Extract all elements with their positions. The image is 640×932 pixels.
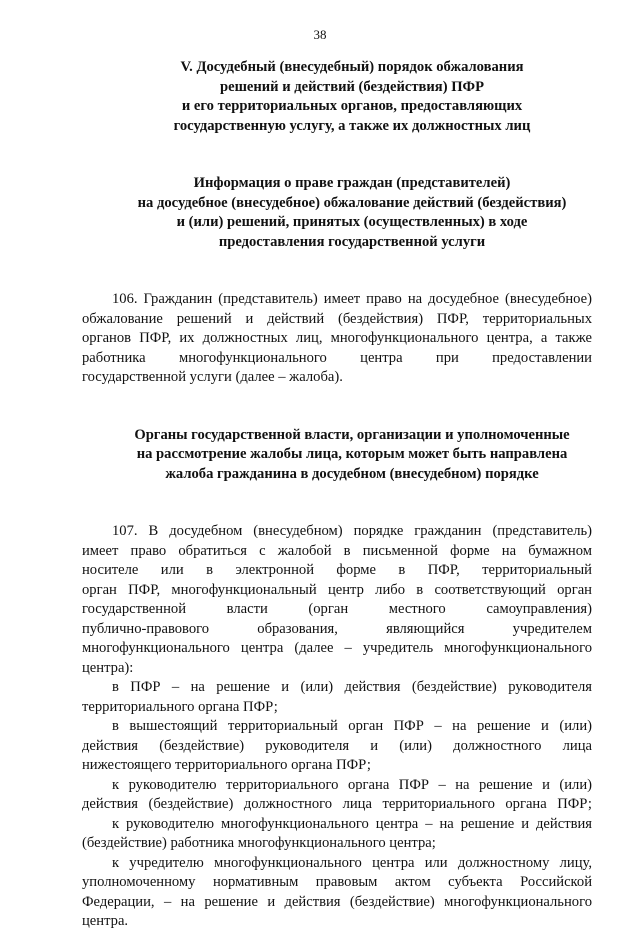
paragraph-line: работника многофункционального центра при предоставлении [82, 349, 592, 366]
list-item-line: центра. [82, 913, 129, 929]
subheading-right-to-appeal [112, 174, 592, 252]
section-title-line: и его территориальных органов, предоставляющих [181, 98, 523, 114]
spacer [112, 388, 592, 426]
list-item-line: нижестоящего территориального органа ПФР; [82, 757, 371, 773]
subheading-line: на досудебное (внесудебное) обжалование действий (бездействия) [137, 194, 567, 211]
section-title-line: государственную услугу, а также их должностных лиц [173, 117, 531, 134]
paragraph-line: носителе или в электронной форме в ПФР, территориальный [82, 562, 592, 578]
list-item-mfc-head [82, 815, 592, 854]
paragraph-line: государственной услуги (далее – жалоба). [82, 369, 343, 385]
list-item-line: к руководителю многофункционального центра – на решение и действия [112, 815, 592, 832]
paragraph-line: обжалование решений и действий (бездействия) ПФР, территориальных [82, 310, 592, 327]
spacer [112, 484, 592, 522]
subheading-line: на рассмотрение жалобы лица, которым может быть направлена [136, 446, 568, 462]
list-item-line: к руководителю территориального органа ПФР – на решение и (или) [112, 776, 592, 793]
list-item-line: действия (бездействие) руководителя и (или) должностного лица [82, 737, 592, 754]
section-title-line: решений и действий (бездействия) ПФР [219, 78, 485, 95]
subheading-line: Органы государственной власти, организации и уполномоченные [134, 426, 570, 443]
document-content [82, 58, 592, 932]
subheading-line: и (или) решений, принятых (осуществленных) в ходе [176, 214, 528, 230]
list-item-higher-territorial-body [82, 717, 592, 776]
paragraph-line: имеет право обратиться с жалобой в письменной форме на бумажном [82, 542, 592, 559]
paragraph-line: орган ПФР, многофункциональный центр либо в соответствующий орган [82, 581, 592, 598]
list-item-pfr [82, 678, 592, 717]
list-item-line: Федерации, – на решение и действия (бездействие) многофункционального [82, 893, 592, 910]
section-title [112, 58, 592, 136]
paragraph-106 [82, 290, 592, 388]
paragraph-line: 106. Гражданин (представитель) имеет право на досудебное (внесудебное) [112, 291, 592, 307]
paragraph-107 [82, 522, 592, 678]
list-item-line: к учредителю многофункционального центра или должностному лицу, [112, 854, 592, 871]
paragraph-line: публично-правового образования, являющийся учредителем [82, 620, 592, 637]
paragraph-line: органов ПФР, их должностных лиц, многофункционального центра, а также [82, 330, 592, 346]
list-item-mfc-founder [82, 854, 592, 932]
page-number: 38 [313, 27, 327, 42]
paragraph-line: центра): [82, 659, 134, 676]
paragraph-line: многофункционального центра (далее – учредитель многофункционального [82, 640, 592, 656]
list-item-line: территориального органа ПФР; [82, 698, 278, 715]
subheading-line: жалоба гражданина в досудебном (внесудебном) порядке [165, 465, 539, 482]
list-item-line: действия (бездействие) должностного лица территориального органа ПФР; [82, 796, 592, 812]
list-item-line: в вышестоящий территориальный орган ПФР – на решение и (или) [112, 718, 592, 734]
paragraph-line: 107. В досудебном (внесудебном) порядке гражданин (представитель) [112, 523, 592, 539]
subheading-line: Информация о праве граждан (представителей) [193, 175, 511, 191]
list-item-territorial-head [82, 776, 592, 815]
subheading-appeal-bodies [112, 426, 592, 485]
subheading-line: предоставления государственной услуги [218, 233, 486, 250]
list-item-line: уполномоченному нормативным правовым актом субъекта Российской [82, 874, 592, 890]
spacer [112, 252, 592, 290]
paragraph-line: государственной власти (орган местного самоуправления) [82, 601, 592, 617]
spacer [112, 136, 592, 174]
list-item-line: в ПФР – на решение и (или) действия (бездействие) руководителя [112, 679, 592, 695]
section-title-line: V. Досудебный (внесудебный) порядок обжалования [180, 59, 524, 75]
list-item-line: (бездействие) работника многофункционального центра; [82, 835, 436, 851]
